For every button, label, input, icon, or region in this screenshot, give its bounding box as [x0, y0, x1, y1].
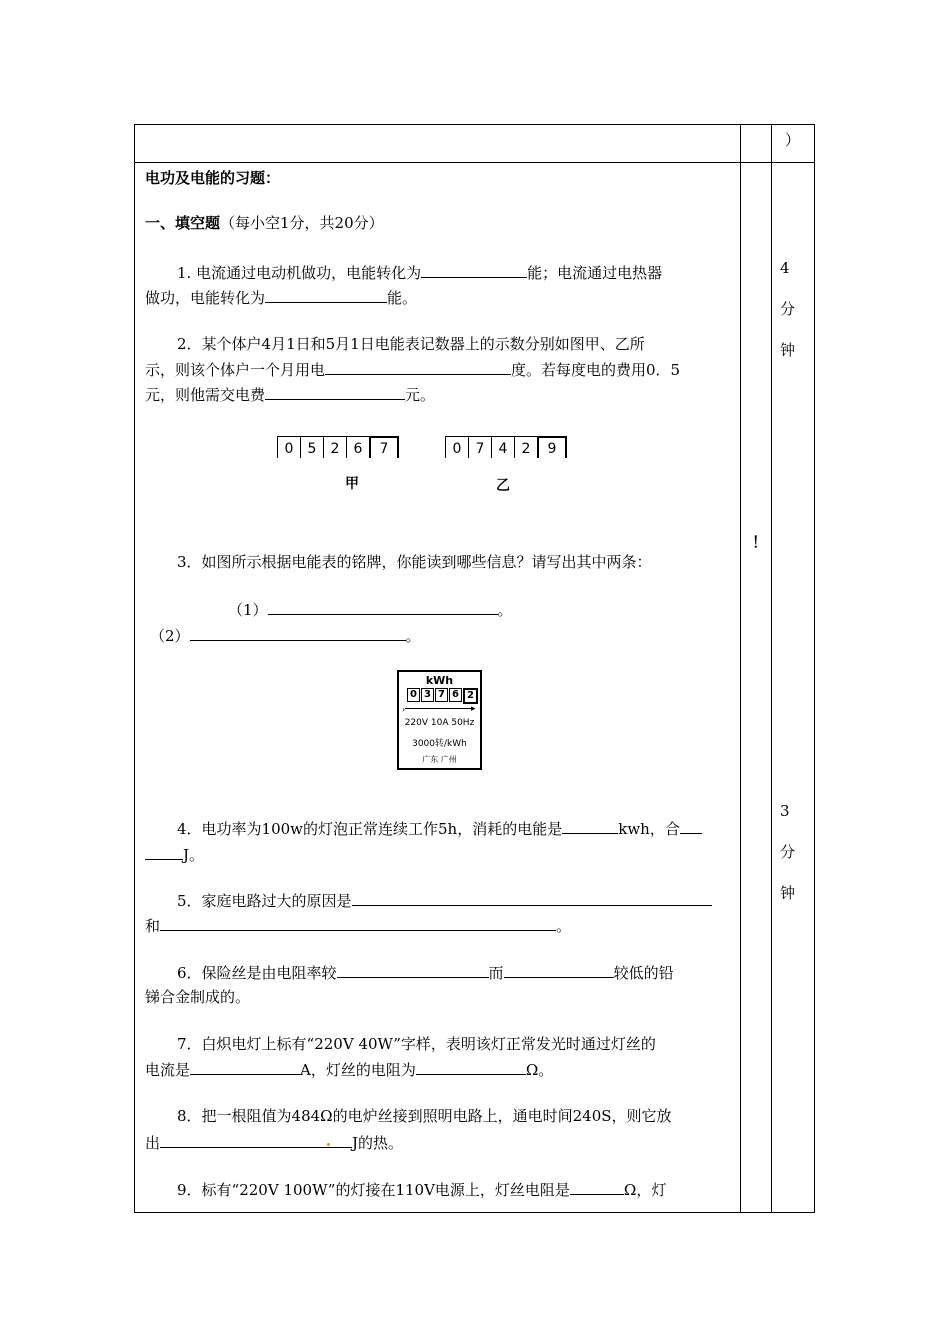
q2-blank-2[interactable]: [265, 383, 405, 400]
q1-text-b: 能；电流通过电热器: [527, 264, 663, 282]
rotation-arrow-tail-icon: ›: [402, 705, 406, 714]
q1-blank-2[interactable]: [265, 286, 387, 303]
meter-jia-digit: 6: [346, 436, 370, 458]
q1-text-d: 能。: [387, 289, 418, 307]
q4-line2: [145, 843, 204, 866]
meter-jia: [277, 436, 398, 460]
q6-line1: [177, 961, 674, 984]
time2-number: 3: [780, 802, 790, 820]
time1-unit-zhong: 钟: [780, 341, 796, 359]
q5-line2: [145, 914, 571, 937]
stray-dot: [327, 1143, 330, 1146]
q5-blank-2[interactable]: [160, 914, 556, 931]
q6-text-c: 较低的铅: [613, 964, 674, 982]
q7-line1: 7．白炽电灯上标有“220V 40W”字样，表明该灯正常发光时通过灯丝的: [177, 1035, 656, 1053]
q3-item1-end: 。: [497, 601, 513, 619]
header-row-divider: [135, 162, 814, 163]
meter-jia-digit: 2: [323, 436, 347, 458]
meter-yi-digit: 2: [514, 436, 538, 458]
q8-line2: [145, 1131, 403, 1154]
header-paren: ）: [785, 131, 801, 149]
q7-blank-1[interactable]: [190, 1058, 300, 1075]
q4-blank-2a[interactable]: [680, 817, 702, 834]
meter-yi-digit: 4: [491, 436, 515, 458]
plate-spec-rating: 220V 10A 50Hz: [404, 718, 475, 728]
rotation-arrow-head-icon: ▸: [471, 704, 476, 714]
meter-yi-digit-last: 9: [537, 436, 567, 458]
plate-digit: 2: [463, 688, 478, 704]
q6-line2: 锑合金制成的。: [145, 988, 251, 1006]
margin-mark: ！: [752, 533, 768, 551]
q3-blank-2[interactable]: [190, 624, 406, 641]
meter-jia-digit: 5: [300, 436, 324, 458]
q2-blank-1[interactable]: [325, 358, 511, 375]
q7-text-b: A，灯丝的电阻为: [300, 1061, 416, 1079]
q4-blank-1[interactable]: [562, 817, 618, 834]
q2-text-c: 元，则他需交电费: [145, 386, 266, 404]
q6-text-a: 6．保险丝是由电阻率较: [177, 964, 337, 982]
meter-nameplate: [397, 670, 482, 770]
q3-line1: 3．如图所示根据电能表的铭牌，你能读到哪些信息？请写出其中两条：: [177, 553, 652, 571]
q1-line1: [177, 261, 662, 284]
section-note: （每小空1分，共20分）: [220, 214, 384, 232]
meter-jia-digit: 0: [277, 436, 301, 458]
label-jia: 甲: [345, 476, 359, 492]
q8-text-b: J的热。: [352, 1134, 404, 1152]
q5-blank-1[interactable]: [352, 889, 712, 906]
q8-text-a: 出: [145, 1134, 161, 1152]
q1-blank-1[interactable]: [421, 261, 527, 278]
q4-text-a: 4．电功率为100w的灯泡正常连续工作5h，消耗的电能是: [177, 820, 563, 838]
q6-blank-1[interactable]: [337, 961, 489, 978]
q8-blank-1[interactable]: [160, 1131, 352, 1148]
meter-yi: [445, 436, 566, 460]
section-heading: [145, 212, 384, 234]
q3-item1: [228, 598, 513, 621]
q5-line1: [177, 889, 712, 912]
plate-digit: 7: [435, 688, 448, 702]
q3-blank-1[interactable]: [268, 598, 498, 615]
q2-line3: [145, 383, 435, 406]
q2-line1: 2．某个体户4月1日和5月1日电能表记数器上的示数分别如图甲、乙所: [177, 335, 645, 353]
q4-text-c: J。: [183, 846, 205, 864]
q6-text-b: 而: [488, 964, 504, 982]
q2-text-b: 度。若每度电的费用0．5: [511, 361, 681, 379]
column-divider-1: [740, 125, 741, 1212]
q3-item1-label: （1）: [228, 601, 268, 619]
plate-digit: 6: [449, 688, 462, 702]
q7-text-c: Ω。: [525, 1061, 554, 1079]
plate-digit: 0: [407, 688, 420, 702]
plate-unit: kWh: [425, 674, 454, 687]
section-label: 一、填空题: [145, 214, 221, 232]
q3-item2-end: 。: [405, 627, 421, 645]
time1-unit-fen: 分: [780, 300, 796, 318]
q7-text-a: 电流是: [145, 1061, 191, 1079]
time1-number: 4: [780, 259, 790, 277]
time2-unit-zhong: 钟: [780, 884, 796, 902]
q7-blank-2[interactable]: [416, 1058, 526, 1075]
q1-text-c: 做功，电能转化为: [145, 289, 266, 307]
meter-jia-digit-last: 7: [369, 436, 399, 458]
q9-text-b: Ω，灯: [623, 1181, 667, 1199]
plate-digits: [407, 688, 479, 704]
q5-text-b: 和: [145, 917, 161, 935]
q9-line1: [177, 1178, 666, 1201]
plate-spec-origin: 广东 广州: [422, 755, 457, 764]
q6-blank-2[interactable]: [504, 961, 614, 978]
q8-line1: 8．把一根阻值为484Ω的电炉丝接到照明电路上，通电时间240S，则它放: [177, 1107, 672, 1125]
plate-digit: 3: [421, 688, 434, 702]
q2-text-a: 示，则该个体户一个月用电: [145, 361, 326, 379]
label-yi: 乙: [496, 478, 510, 494]
q9-blank-1[interactable]: [570, 1178, 624, 1195]
q1-text-a: 1. 电流通过电动机做功，电能转化为: [177, 264, 422, 282]
q3-item2: [150, 624, 421, 647]
meter-yi-digit: 0: [445, 436, 469, 458]
q4-line1: [177, 817, 702, 840]
q7-line2: [145, 1058, 553, 1081]
meter-yi-digit: 7: [468, 436, 492, 458]
page-title: 电功及电能的习题：: [145, 169, 281, 187]
q2-line2: [145, 358, 680, 381]
time2-unit-fen: 分: [780, 843, 796, 861]
plate-spec-revs: 3000转/kWh: [412, 739, 467, 749]
q1-line2: [145, 286, 417, 309]
rotation-arrow-line: [405, 708, 475, 709]
q4-text-b: kwh，合: [618, 820, 680, 838]
q5-text-c: 。: [556, 917, 572, 935]
q3-item2-label: （2）: [150, 627, 190, 645]
column-divider-2: [771, 125, 772, 1212]
q4-blank-2b[interactable]: [145, 843, 183, 860]
q5-text-a: 5．家庭电路过大的原因是: [177, 892, 352, 910]
q2-text-d: 元。: [405, 386, 436, 404]
q9-text-a: 9．标有“220V 100W”的灯接在110V电源上，灯丝电阻是: [177, 1181, 570, 1199]
